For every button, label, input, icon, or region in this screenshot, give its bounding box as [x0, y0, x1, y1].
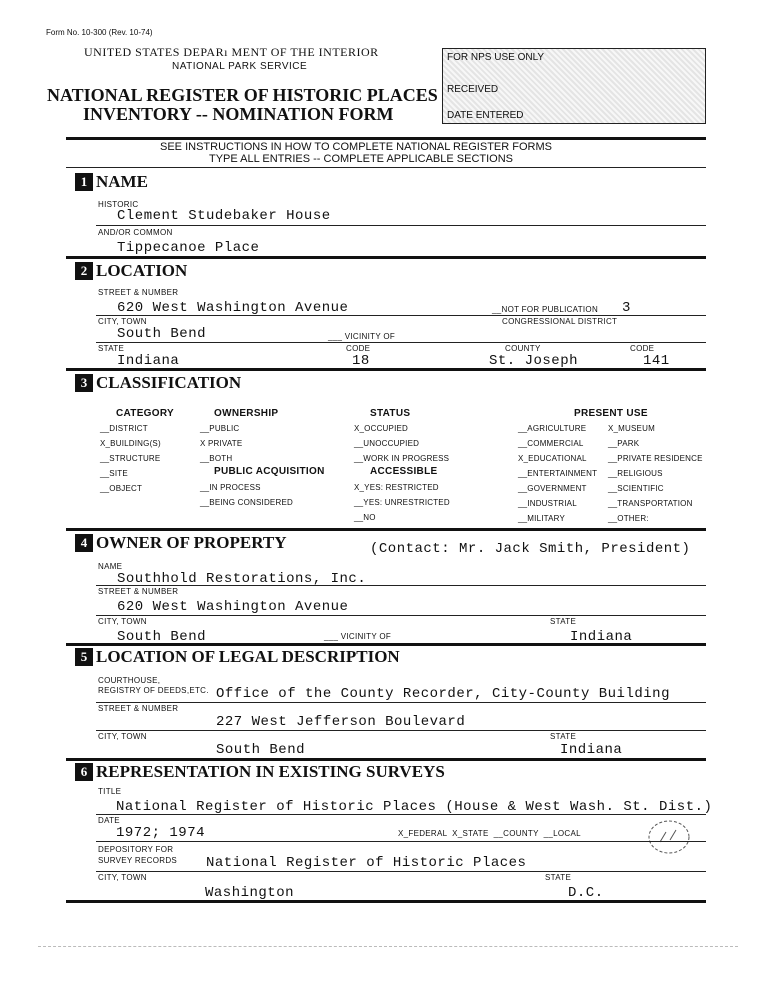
category-heading: CATEGORY: [116, 408, 174, 419]
owner-street: 620 West Washington Avenue: [117, 599, 349, 615]
depository-label-2: SURVEY RECORDS: [98, 856, 178, 865]
owner-name: Southhold Restorations, Inc.: [117, 571, 367, 587]
survey-city-label: CITY, TOWN: [98, 873, 147, 882]
not-for-publication: __NOT FOR PUBLICATION: [492, 305, 599, 314]
common-label: AND/OR COMMON: [98, 228, 173, 237]
street-label: STREET & NUMBER: [98, 288, 179, 297]
status-work-in-progress: __WORK IN PROGRESS: [354, 454, 450, 463]
survey-state-label: STATE: [545, 873, 572, 882]
survey-title-label: TITLE: [98, 787, 122, 796]
state-code: 18: [352, 353, 370, 369]
county-label: COUNTY: [505, 344, 541, 353]
use-other: __OTHER:: [608, 514, 649, 523]
category-structure: __STRUCTURE: [100, 454, 161, 463]
survey-levels: X_FEDERAL X_STATE __COUNTY __LOCAL: [398, 829, 581, 838]
section-6-heading: 6 REPRESENTATION IN EXISTING SURVEYS: [75, 762, 445, 782]
accessible-list: [354, 480, 450, 525]
ownership-public: __PUBLIC: [200, 424, 240, 433]
use-private-residence: __PRIVATE RESIDENCE: [608, 454, 703, 463]
section-4-heading: 4 OWNER OF PROPERTY: [75, 533, 287, 553]
use-military: __MILITARY: [518, 514, 566, 523]
common-name: Tippecanoe Place: [117, 240, 260, 256]
use-educational: X_EDUCATIONAL: [518, 454, 587, 463]
present-use-list-2: [608, 421, 703, 526]
category-site: __SITE: [100, 469, 128, 478]
survey-title: National Register of Historic Places (House & West Wash. St. Dist.): [116, 799, 713, 815]
section-2-heading: 2 LOCATION: [75, 261, 187, 281]
public-acquisition-heading: PUBLIC ACQUISITION: [214, 466, 325, 477]
category-district: __DISTRICT: [100, 424, 148, 433]
accessible-unrestricted: __YES: UNRESTRICTED: [354, 498, 450, 507]
use-industrial: __INDUSTRIAL: [518, 499, 577, 508]
courthouse-label-2: REGISTRY OF DEEDS,ETC.: [98, 686, 209, 695]
form-title-2: INVENTORY -- NOMINATION FORM: [83, 104, 394, 124]
form-title-1: NATIONAL REGISTER OF HISTORIC PLACES: [47, 85, 438, 105]
nps-date-entered: DATE ENTERED: [447, 110, 524, 121]
district-number: 3: [622, 300, 631, 316]
use-museum: X_MUSEUM: [608, 424, 655, 433]
location-city: South Bend: [117, 326, 207, 342]
status-unoccupied: __UNOCCUPIED: [354, 439, 420, 448]
section-5-heading: 5 LOCATION OF LEGAL DESCRIPTION: [75, 647, 400, 667]
instructions-1: SEE INSTRUCTIONS IN HOW TO COMPLETE NATIONAL REGISTER FORMS: [160, 141, 552, 153]
department: UNITED STATES DEPARı MENT OF THE INTERIOR: [84, 45, 379, 59]
depository: National Register of Historic Places: [206, 855, 527, 871]
use-transportation: __TRANSPORTATION: [608, 499, 693, 508]
survey-date-label: DATE: [98, 816, 120, 825]
legal-state-label: STATE: [550, 732, 577, 741]
present-use-heading: PRESENT USE: [574, 408, 648, 419]
city-label: CITY, TOWN: [98, 317, 147, 326]
nps-received: RECEIVED: [447, 84, 499, 95]
status-occupied: X_OCCUPIED: [354, 424, 409, 433]
county-name: St. Joseph: [489, 353, 579, 369]
owner-vicinity-label: ___ VICINITY OF: [324, 632, 392, 641]
ownership-private: X PRIVATE: [200, 439, 243, 448]
use-entertainment: __ENTERTAINMENT: [518, 469, 598, 478]
acquisition-in-process: __IN PROCESS: [200, 483, 261, 492]
present-use-list-1: [518, 421, 597, 526]
legal-street-label: STREET & NUMBER: [98, 704, 179, 713]
owner-state-label: STATE: [550, 617, 577, 626]
owner-state: Indiana: [570, 629, 633, 645]
instructions-2: TYPE ALL ENTRIES -- COMPLETE APPLICABLE SECTIONS: [209, 153, 514, 165]
courthouse-label-1: COURTHOUSE,: [98, 676, 161, 685]
owner-street-label: STREET & NUMBER: [98, 587, 179, 596]
vicinity-label: ___ VICINITY OF: [328, 332, 396, 341]
category-object: __OBJECT: [100, 484, 143, 493]
ownership-heading: OWNERSHIP: [214, 408, 279, 419]
legal-city-label: CITY, TOWN: [98, 732, 147, 741]
state-label: STATE: [98, 344, 125, 353]
nps-use-only: FOR NPS USE ONLY: [447, 52, 545, 63]
use-park: __PARK: [608, 439, 640, 448]
form-number: Form No. 10-300 (Rev. 10-74): [46, 28, 153, 37]
use-religious: __RELIGIOUS: [608, 469, 663, 478]
use-scientific: __SCIENTIFIC: [608, 484, 664, 493]
location-state: Indiana: [117, 353, 180, 369]
accessible-heading: ACCESSIBLE: [370, 466, 438, 477]
acquisition-list: [200, 480, 293, 510]
depository-label-1: DEPOSITORY FOR: [98, 845, 174, 854]
ownership-list: [200, 421, 242, 466]
accessible-no: __NO: [354, 513, 376, 522]
status-heading: STATUS: [370, 408, 411, 419]
owner-name-label: NAME: [98, 562, 123, 571]
survey-city: Washington: [205, 885, 295, 901]
survey-state: D.C.: [568, 885, 604, 901]
survey-date: 1972; 1974: [116, 825, 206, 841]
section-3-heading: 3 CLASSIFICATION: [75, 373, 241, 393]
owner-city-label: CITY, TOWN: [98, 617, 147, 626]
courthouse-name: Office of the County Recorder, City-County Building: [216, 686, 670, 702]
ownership-both: __BOTH: [200, 454, 233, 463]
county-code-label: CODE: [630, 344, 655, 353]
owner-contact: (Contact: Mr. Jack Smith, President): [370, 541, 691, 557]
acquisition-being-considered: __BEING CONSIDERED: [200, 498, 293, 507]
owner-city: South Bend: [117, 629, 207, 645]
accessible-restricted: X_YES: RESTRICTED: [354, 483, 439, 492]
historic-label: HISTORIC: [98, 200, 139, 209]
category-list: [100, 421, 161, 496]
nps-use-box: [442, 48, 706, 124]
legal-city: South Bend: [216, 742, 306, 758]
section-1-heading: 1 NAME: [75, 172, 148, 192]
county-code: 141: [643, 353, 670, 369]
historic-name: Clement Studebaker House: [117, 208, 331, 224]
legal-street: 227 West Jefferson Boulevard: [216, 714, 466, 730]
legal-state: Indiana: [560, 742, 623, 758]
use-government: __GOVERNMENT: [518, 484, 587, 493]
code-label: CODE: [346, 344, 371, 353]
status-list: [354, 421, 449, 466]
congressional-district-label: CONGRESSIONAL DISTRICT: [502, 317, 618, 326]
category-buildings: X_BUILDING(S): [100, 439, 161, 448]
seal-stamp: [646, 818, 692, 856]
service: NATIONAL PARK SERVICE: [172, 61, 308, 72]
use-agriculture: __AGRICULTURE: [518, 424, 587, 433]
use-commercial: __COMMERCIAL: [518, 439, 584, 448]
location-street: 620 West Washington Avenue: [117, 300, 349, 316]
